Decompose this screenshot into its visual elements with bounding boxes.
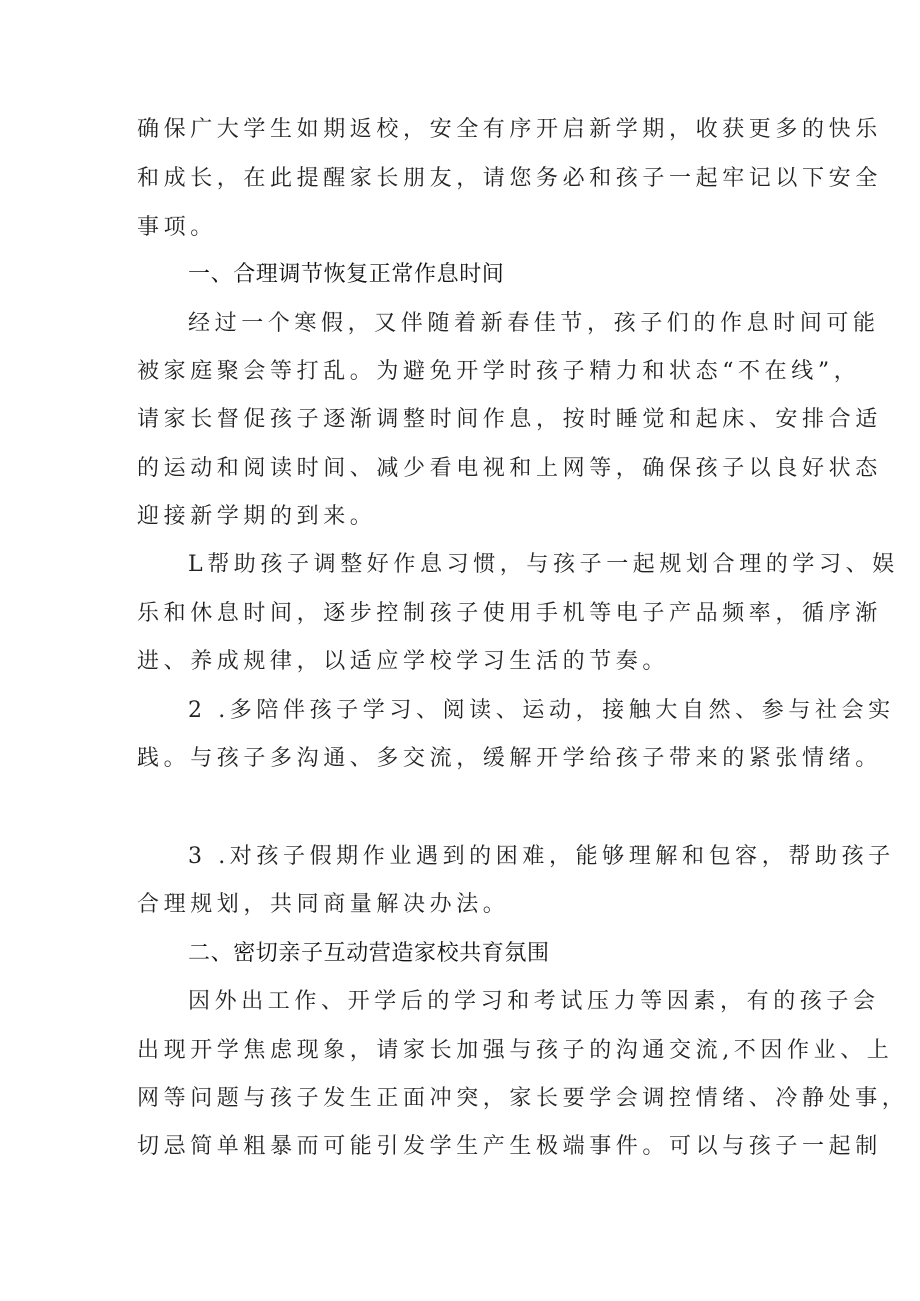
intro-line: 和成长，在此提醒家长朋友，请您务必和孩子一起牢记以下安全: [137, 166, 882, 191]
section-2-paragraph-line: 因外出工作、开学后的学习和考试压力等因素，有的孩子会: [188, 989, 880, 1014]
list-item-3-line: 3 .对孩子假期作业遇到的困难，能够理解和包容，帮助孩子: [188, 844, 895, 869]
list-item-1-line: L帮助孩子调整好作息习惯，与孩子一起规划合理的学习、娱: [188, 552, 899, 577]
intro-line: 事项。: [137, 215, 217, 240]
section-2-heading: 二、密切亲子互动营造家校共育氛围: [188, 941, 550, 966]
section-1-heading: 一、合理调节恢复正常作息时间: [188, 262, 505, 287]
section-1-paragraph-line: 请家长督促孩子逐渐调整时间作息，按时睡觉和起床、安排合适: [137, 407, 882, 432]
intro-line: 确保广大学生如期返校，安全有序开启新学期，收获更多的快乐: [137, 117, 882, 142]
section-2-paragraph-line: 切忌简单粗暴而可能引发学生产生极端事件。可以与孩子一起制: [137, 1134, 882, 1159]
list-item-1-line: 进、养成规律，以适应学校学习生活的节奏。: [137, 649, 670, 674]
section-2-paragraph-line: 出现开学焦虑现象，请家长加强与孩子的沟通交流,不因作业、上: [137, 1038, 894, 1063]
list-item-2-line: 践。与孩子多沟通、多交流，缓解开学给孩子带来的紧张情绪。: [137, 746, 882, 771]
section-1-paragraph-line: 迎接新学期的到来。: [137, 504, 377, 529]
list-item-3-line: 合理规划，共同商量解决办法。: [137, 892, 510, 917]
list-item-2-line: 2 .多陪伴孩子学习、阅读、运动，接触大自然、参与社会实: [188, 698, 895, 723]
list-item-1-line: 乐和休息时间，逐步控制孩子使用手机等电子产品频率，循序渐: [137, 601, 882, 626]
section-1-paragraph-line: 被家庭聚会等打乱。为避免开学时孩子精力和状态“不在线”，: [137, 359, 861, 384]
section-1-paragraph-line: 经过一个寒假，又伴随着新春佳节，孩子们的作息时间可能: [188, 311, 880, 336]
section-1-paragraph-line: 的运动和阅读时间、减少看电视和上网等，确保孩子以良好状态: [137, 456, 882, 481]
section-2-paragraph-line: 网等问题与孩子发生正面冲突，家长要学会调控情绪、冷静处事，: [137, 1086, 909, 1111]
